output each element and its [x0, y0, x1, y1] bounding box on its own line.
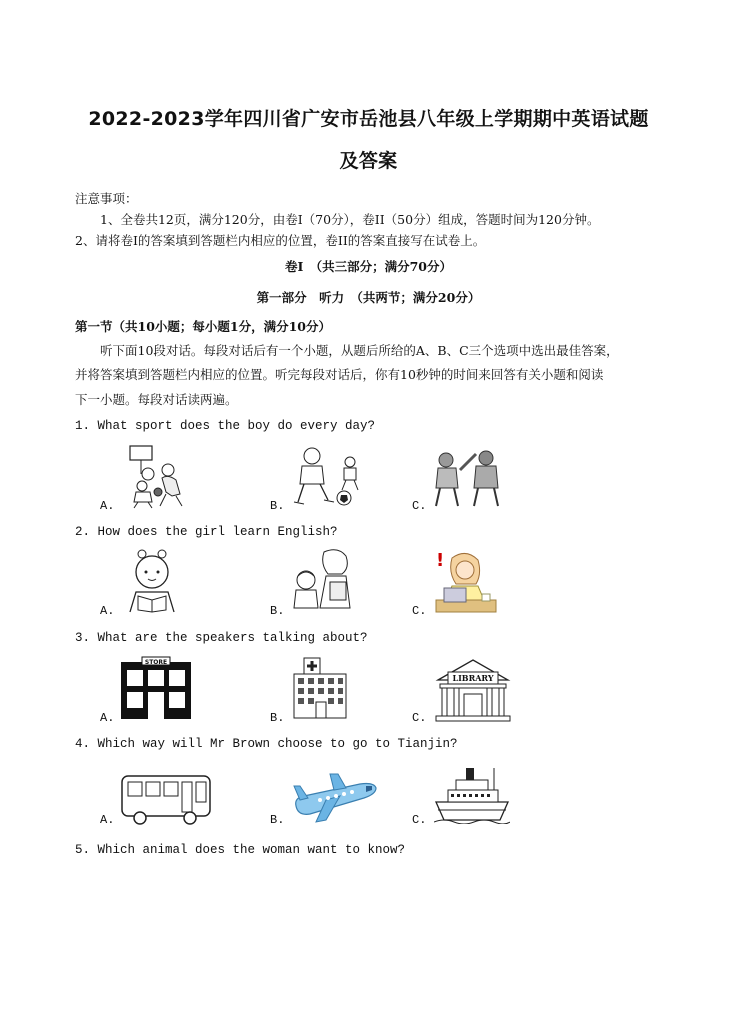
question-1-text: 1. What sport does the boy do every day? [75, 419, 376, 433]
girl-talking-teacher-image [288, 546, 358, 612]
q1-option-c: C. [412, 499, 427, 513]
store-sign-text: STORE [144, 659, 168, 666]
airplane-image [290, 770, 378, 826]
question-3-text: 3. What are the speakers talking about? [75, 631, 368, 645]
volume-title: 卷I （共三部分；满分70分） [285, 259, 452, 274]
notes-item-2: 2、请将卷I的答案填到答题栏内相应的位置，卷II的答案直接写在试卷上。 [75, 233, 486, 248]
q2-option-b: B. [270, 604, 285, 618]
ship-image [434, 764, 510, 824]
store-building-image [120, 656, 192, 720]
instructions-line2: 并将答案填到答题栏内相应的位置。听完每段对话后，你有10秒钟的时间来回答有关小题和阅读 [75, 367, 604, 382]
instructions-line3: 下一小题。每段对话读两遍。 [75, 392, 238, 407]
question-4-text: 4. Which way will Mr Brown choose to go to Tianjin? [75, 737, 458, 751]
soccer-players-image [290, 444, 362, 510]
section1-heading: 第一节（共10小题；每小题1分，满分10分） [75, 319, 331, 334]
q2-option-a: A. [100, 604, 115, 618]
exam-title-line1: 2022-2023学年四川省广安市岳池县八年级上学期期中英语试题 [88, 108, 649, 130]
library-building-image [434, 656, 512, 722]
basketball-players-image [122, 444, 194, 510]
q4-option-a: A. [100, 813, 115, 827]
question-2-text: 2. How does the girl learn English? [75, 525, 338, 539]
q4-option-b: B. [270, 813, 285, 827]
q3-option-b: B. [270, 711, 285, 725]
notes-item-1: 1、全卷共12页，满分120分，由卷I（70分），卷II（50分）组成，答题时间为120分钟。 [100, 212, 600, 227]
q1-option-a: A. [100, 499, 115, 513]
q3-option-a: A. [100, 711, 115, 725]
q3-option-c: C. [412, 711, 427, 725]
baseball-players-image [430, 446, 506, 510]
q1-option-b: B. [270, 499, 285, 513]
hospital-building-image [292, 656, 348, 720]
girl-reading-book-image [120, 548, 184, 614]
girl-using-laptop-image [434, 548, 498, 614]
instructions-line1: 听下面10段对话。每段对话后有一个小题，从题后所给的A、B、C三个选项中选出最佳答案， [100, 343, 619, 358]
svg-text:!: ! [436, 550, 445, 571]
exam-title-line2: 及答案 [339, 150, 398, 172]
library-sign-text: LIBRARY [452, 673, 494, 683]
bus-image [120, 772, 214, 826]
notes-heading: 注意事项： [75, 191, 138, 206]
q4-option-c: C. [412, 813, 427, 827]
part1-heading: 第一部分 听力 （共两节；满分20分） [256, 290, 481, 305]
question-5-text: 5. Which animal does the woman want to know? [75, 843, 406, 857]
q2-option-c: C. [412, 604, 427, 618]
